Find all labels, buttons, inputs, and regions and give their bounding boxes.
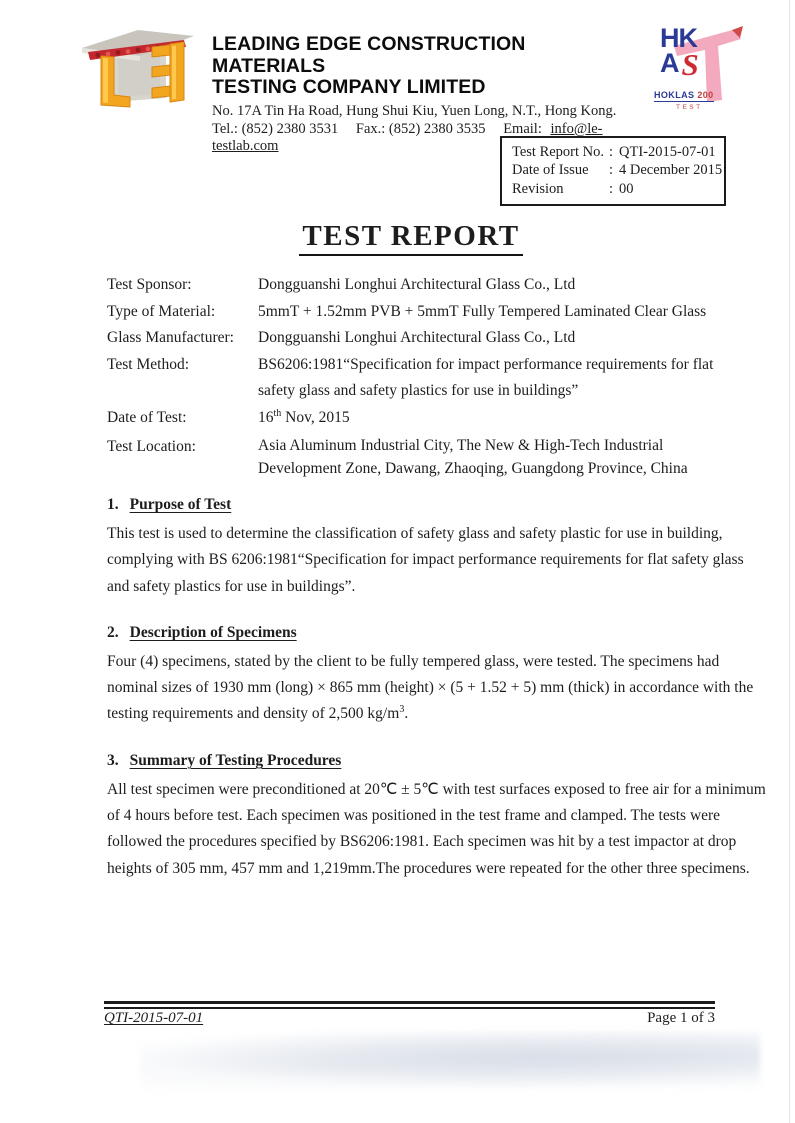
page-title: TEST REPORT: [299, 220, 522, 256]
hkas-hk-text: HK: [660, 23, 697, 53]
company-name-line1: LEADING EDGE CONSTRUCTION MATERIALS: [212, 33, 526, 77]
hkas-letters: [660, 23, 699, 82]
company-identity: [212, 24, 632, 155]
info-label: Test Sponsor:: [107, 276, 192, 293]
info-label: Test Location:: [107, 438, 196, 455]
issue-date-row: Date of Issue : 4 December 2015: [512, 162, 723, 179]
paragraph-line: of 4 hours before test. Each specimen was positioned in the test frame and clamped. The tests were: [107, 807, 721, 825]
hkas-caption-sub: TEST: [676, 104, 703, 111]
fax-number: Fax.: (852) 2380 3535: [355, 120, 486, 137]
section-description-of-specimens: [107, 623, 754, 728]
info-value: 5mmT + 1.52mm PVB + 5mmT Fully Tempered Laminated Clear Glass: [258, 302, 707, 320]
hkas-accreditation-logo: [646, 24, 750, 118]
letterhead: [78, 24, 632, 155]
info-row-manufacturer: [107, 325, 719, 352]
company-name-line2: TESTING COMPANY LIMITED: [212, 76, 486, 98]
revision-row: Revision : 00: [512, 180, 634, 197]
info-label: Type of Material:: [107, 302, 216, 320]
page-number: Page 1 of 3: [647, 1010, 715, 1026]
issue-date-value: 4 December 2015: [619, 162, 723, 179]
issue-date-label: Date of Issue: [512, 162, 589, 179]
scan-edge-line: [789, 0, 790, 1123]
scan-smudge: [140, 1032, 760, 1090]
section-summary-of-testing-procedures: [107, 751, 766, 882]
section-paragraph: [107, 521, 744, 600]
info-label: Date of Test:: [107, 408, 187, 426]
company-address: No. 17A Tin Ha Road, Hung Shui Kiu, Yuen Long, N.T., Hong Kong.: [212, 102, 617, 119]
hkas-a-text: A: [660, 48, 679, 78]
section-heading: 3. Summary of Testing Procedures: [107, 751, 342, 769]
info-value: BS6206:1981“Specification for impact performance requirements for flat safety glass and safety plastics for use in buildings”: [258, 355, 714, 399]
report-body: [107, 496, 766, 882]
title-wrap: [107, 220, 715, 256]
info-label: Test Method:: [107, 355, 190, 373]
report-info-box: [500, 136, 726, 206]
info-row-material: [107, 299, 719, 326]
paragraph-line: and safety plastics for use in buildings”.: [107, 577, 356, 595]
tel-number: Tel.: (852) 2380 3531: [212, 120, 339, 137]
section-heading: 2. Description of Specimens: [107, 623, 297, 641]
info-value: Asia Aluminum Industrial City, The New & High-Tech Industrial Development Zone, Dawang, Zhaoqing, Guangdong Province, China: [258, 437, 688, 477]
report-details-table: [107, 272, 719, 480]
section-paragraph: [107, 649, 754, 728]
paragraph-line: nominal sizes of 1930 mm (long) × 865 mm (height) × (5 + 1.52 + 5) mm (thick) in accordance with the: [107, 679, 754, 697]
info-value: 16th Nov, 2015: [258, 407, 350, 426]
revision-value: 00: [619, 180, 634, 197]
report-number-label: Test Report No.: [512, 144, 605, 160]
report-number-row: Test Report No. : QTI-2015-07-01: [512, 144, 716, 160]
paragraph-line: testing requirements and density of 2,500 $kg/m^3$.: [107, 704, 409, 723]
hkas-caption: HOKLAS 200: [654, 90, 714, 100]
revision-label: Revision: [512, 180, 564, 197]
paragraph-line: This test is used to determine the classification of safety glass and safety plastic for use in building,: [107, 525, 723, 542]
paragraph-line: All test specimen were preconditioned at 20℃ ± 5℃ with test surfaces exposed to free air for a minimum: [107, 780, 766, 798]
info-row-sponsor: [107, 272, 719, 299]
email-label: Email:: [503, 120, 542, 137]
section-purpose-of-test: [107, 496, 744, 600]
company-logo-graphic: [78, 24, 196, 114]
footer-report-number: QTI-2015-07-01: [104, 1010, 204, 1026]
info-value: Dongguanshi Longhui Architectural Glass Co., Ltd: [258, 276, 576, 293]
paragraph-line: complying with BS 6206:1981“Specification for impact performance requirements for flat safety glass: [107, 551, 744, 569]
info-row-method: [107, 352, 719, 405]
report-number-value: QTI-2015-07-01: [619, 144, 716, 160]
paragraph-line: Four (4) specimens, stated by the client to be fully tempered glass, were tested. The specimens had: [107, 652, 720, 670]
info-row-location: [107, 434, 719, 480]
footer: [104, 1010, 715, 1027]
section-paragraph: [107, 777, 766, 882]
footer-divider: [104, 1001, 715, 1009]
company-logo: [78, 24, 196, 114]
info-value: Dongguanshi Longhui Architectural Glass Co., Ltd: [258, 329, 576, 346]
info-row-test-date: [107, 405, 719, 432]
hkas-s-text: S: [681, 47, 699, 82]
paragraph-line: followed the procedures specified by BS6206:1981. Each specimen was hit by a test impactor at drop: [107, 833, 737, 851]
info-label: Glass Manufacturer:: [107, 329, 234, 346]
email-address: info@le-testlab.com: [212, 120, 603, 154]
paragraph-line: heights of 305 mm, 457 mm and 1,219mm.The procedures were repeated for the other three specimens.: [107, 859, 750, 877]
section-heading: 1. Purpose of Test: [107, 496, 232, 513]
